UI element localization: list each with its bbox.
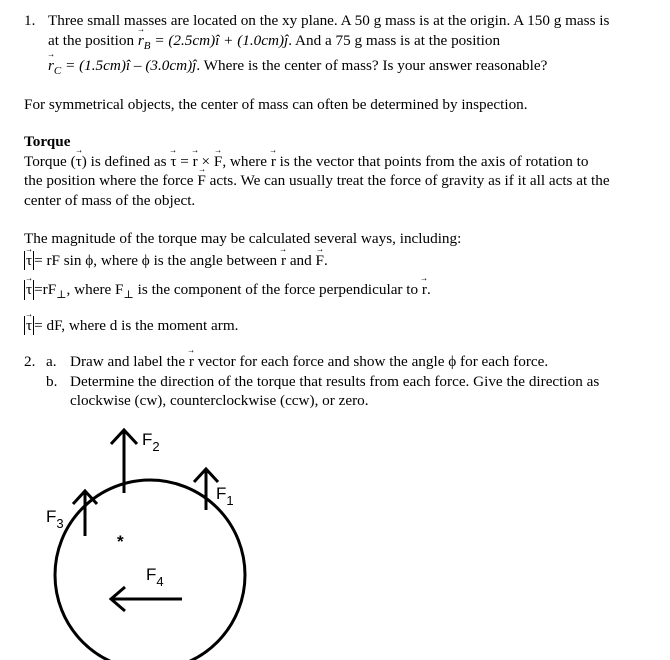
torque-definition-line-2: the position where the force → F acts. We can usually treat the force of gravity as if it all acts at the <box>24 171 652 191</box>
problem-1-line-2: at the position → $r_B$ = (2.5cm)î + (1.0cm)ĵ. And a 75 g mass is at the position <box>48 31 652 57</box>
f3-label: $F_3$ <box>46 507 64 531</box>
r-c-expression: = (1.5cm)î – (3.0cm)ĵ <box>65 57 197 75</box>
formula-1: → τ = rF sin ϕ, where ϕ is the angle between → r and → F. <box>24 251 652 271</box>
problem-2-number: 2. <box>24 353 36 370</box>
problem-1-number: 1. <box>24 12 36 29</box>
formula-2: → $\tau =rF_\perp$, where $F_\perp$ is the component of the force perpendicular to → r. <box>24 280 652 306</box>
problem-2-part-b: b. Determine the direction of the torque that results from each force. Give the direction as clockwise (cw), counterclockwise (ccw), or zero. <box>46 372 600 409</box>
f1-label: $F_1$ <box>216 484 234 508</box>
problem-1-line-1: Three small masses are located on the xy plane. A 50 g mass is at the origin. A 150 g mass is <box>48 12 610 29</box>
formula-3: → τ = dF, where d is the moment arm. <box>24 316 652 336</box>
torque-definition-line-1: Torque (→ τ) is defined as → τ = → r × → F, where → r is the vector that points from the axis of rotation to <box>24 152 652 172</box>
symmetry-note: For symmetrical objects, the center of mass can often be determined by inspection. <box>24 96 528 113</box>
r-b-vector: → r <box>138 31 144 51</box>
torque-definition-line-3: center of mass of the object. <box>24 191 196 209</box>
problem-1-line-3: → $r_C$ = (1.5cm)î – (3.0cm)ĵ. Where is the center of mass? Is your answer reasonable? <box>48 56 652 82</box>
problem-2-part-a: a. Draw and label the → r vector for each force and show the angle ϕ for each force. <box>24 352 652 372</box>
pivot-asterisk: * <box>117 532 124 551</box>
magnitude-intro: The magnitude of the torque may be calculated several ways, including: <box>24 230 462 247</box>
f2-label: $F_2$ <box>142 430 160 454</box>
r-b-expression: = (2.5cm)î + (1.0cm)ĵ <box>154 31 289 49</box>
f4-label: $F_4$ <box>146 565 164 589</box>
r-c-vector: → r <box>48 56 54 76</box>
torque-heading: Torque <box>24 133 71 150</box>
